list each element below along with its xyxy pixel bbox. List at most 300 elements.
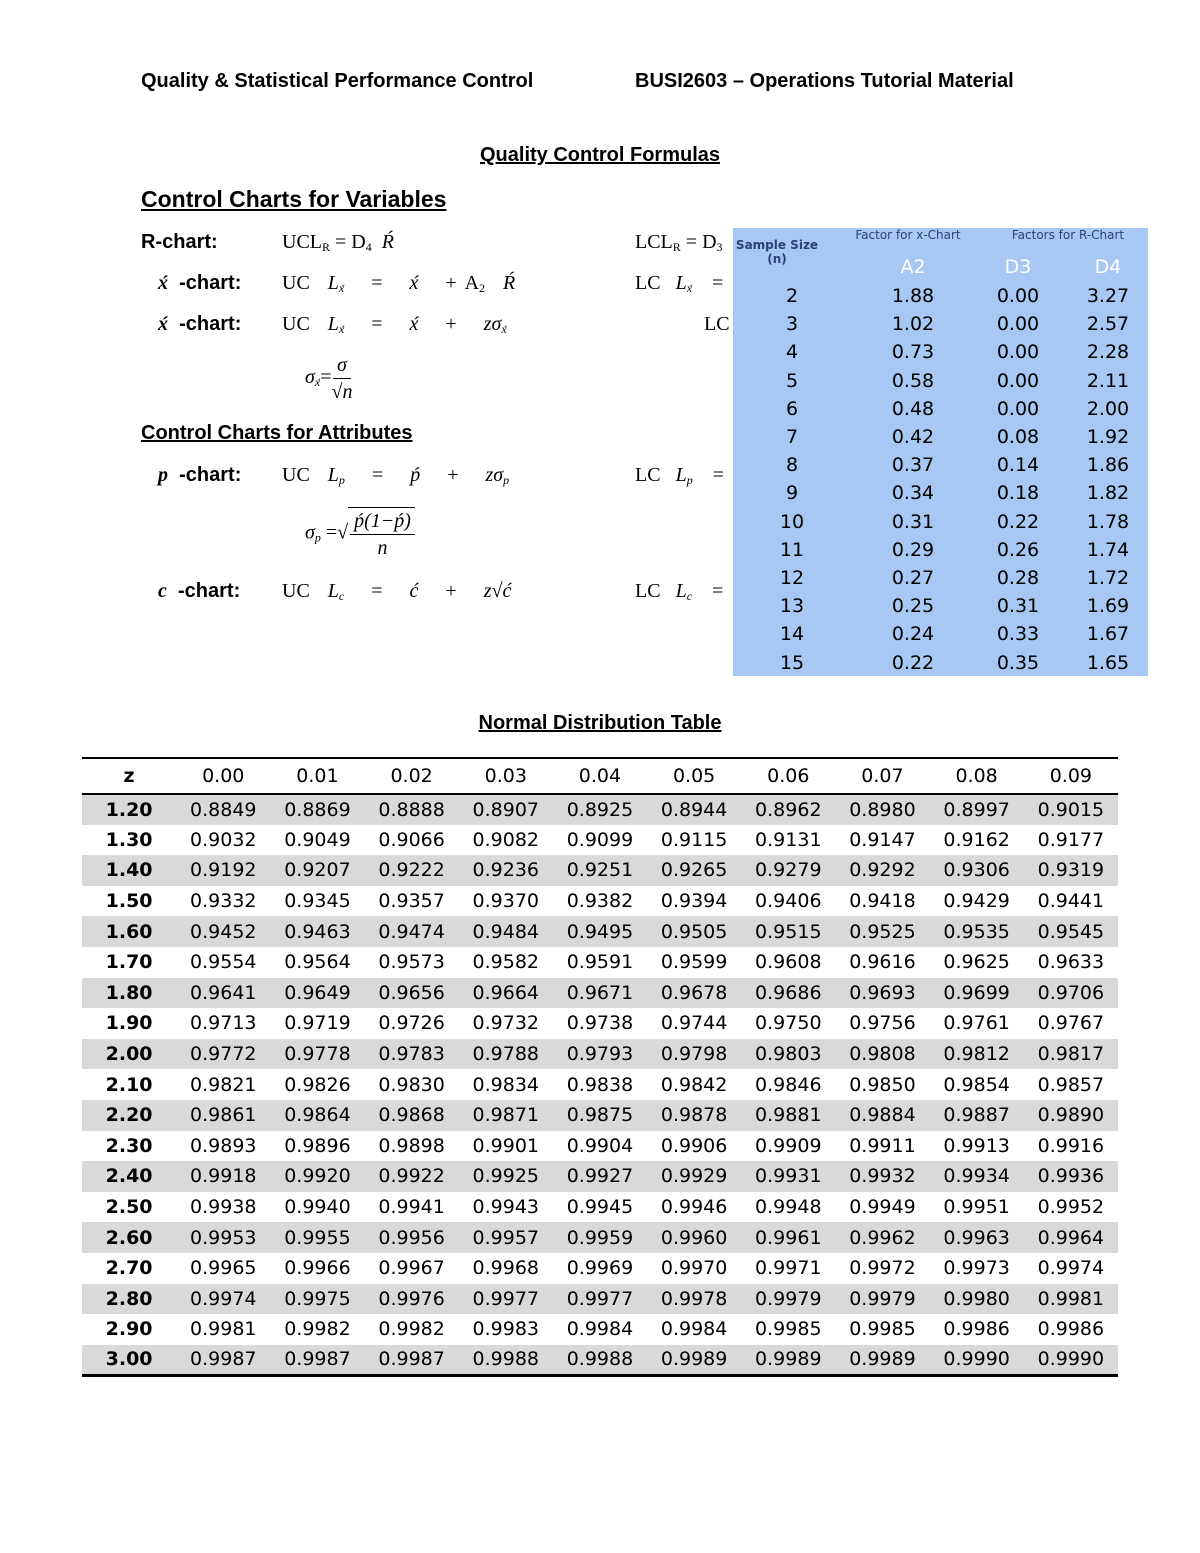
probability-cell: 0.9306 xyxy=(943,859,1010,882)
probability-cell: 0.9678 xyxy=(660,981,728,1004)
probability-cell: 0.9525 xyxy=(849,920,916,943)
probability-cell: 0.9656 xyxy=(378,981,445,1004)
factor-value-cell: 0.42 xyxy=(891,426,935,448)
factor-value-cell: 1.02 xyxy=(891,313,935,336)
factor-value-cell: 0.24 xyxy=(891,623,935,646)
probability-cell: 0.9192 xyxy=(190,859,257,882)
probability-cell: 0.9772 xyxy=(190,1043,257,1066)
factor-value-cell: 0.00 xyxy=(996,369,1040,392)
probability-cell: 0.9535 xyxy=(943,920,1010,943)
factor-value-cell: 0.00 xyxy=(996,285,1040,307)
probability-cell: 0.9693 xyxy=(849,981,916,1004)
table-row xyxy=(82,1222,1118,1253)
header-right: BUSI2603 – Operations Tutorial Material xyxy=(635,70,1014,92)
probability-cell: 0.9978 xyxy=(660,1287,728,1310)
probability-cell: 0.9898 xyxy=(378,1134,445,1157)
probability-cell: 0.9082 xyxy=(472,828,540,851)
probability-cell: 0.9955 xyxy=(284,1226,351,1249)
probability-cell: 0.9979 xyxy=(755,1287,822,1310)
probability-cell: 0.9573 xyxy=(378,951,445,974)
probability-cell: 0.9964 xyxy=(1037,1226,1105,1249)
probability-cell: 0.9756 xyxy=(849,1012,916,1035)
probability-cell: 0.9878 xyxy=(660,1104,728,1127)
r-chart-factor-header: Factors for R-Chart xyxy=(1011,228,1125,242)
probability-cell: 0.9817 xyxy=(1037,1043,1105,1066)
z-value-cell: 1.60 xyxy=(105,920,153,943)
factor-sample-size-cell: 12 xyxy=(779,567,805,589)
table-row xyxy=(82,916,1118,947)
x-ucl-formula-1: UC $L_{x́}$ = x́ + $A_2$ Ŕ xyxy=(282,272,516,295)
probability-cell: 0.9726 xyxy=(378,1012,445,1035)
probability-cell: 0.9236 xyxy=(472,859,540,882)
probability-cell: 0.9345 xyxy=(284,890,351,913)
table-row xyxy=(82,794,1118,825)
factor-value-cell: 3.27 xyxy=(1086,285,1130,307)
normal-table-header-row xyxy=(82,758,1118,794)
probability-cell: 0.9960 xyxy=(660,1226,728,1249)
factor-sample-size-cell: 10 xyxy=(779,510,805,533)
probability-cell: 0.9812 xyxy=(943,1043,1010,1066)
factor-value-cell: 1.74 xyxy=(1086,538,1130,561)
probability-cell: 0.9959 xyxy=(566,1226,634,1249)
probability-cell: 0.9505 xyxy=(660,920,728,943)
probability-cell: 0.9162 xyxy=(943,828,1010,851)
probability-cell: 0.9649 xyxy=(284,981,351,1004)
probability-cell: 0.9953 xyxy=(190,1226,257,1249)
factor-value-cell: 0.31 xyxy=(996,595,1040,618)
table-row xyxy=(82,886,1118,917)
probability-cell: 0.9066 xyxy=(378,828,445,851)
table-row xyxy=(82,1284,1118,1315)
probability-cell: 0.9418 xyxy=(849,890,916,913)
factor-value-cell: 0.73 xyxy=(891,341,935,364)
probability-cell: 0.9893 xyxy=(190,1134,257,1157)
factor-sample-size-cell: 5 xyxy=(785,369,799,392)
z-value-cell: 2.40 xyxy=(105,1165,153,1188)
factor-value-cell: 0.26 xyxy=(996,538,1040,561)
r-lcl-formula: $LCL_R = D_3$ xyxy=(635,231,723,254)
probability-cell: 0.8997 xyxy=(943,798,1010,821)
probability-cell: 0.9821 xyxy=(190,1073,257,1096)
z-value-cell: 1.70 xyxy=(105,951,153,974)
d4-column-header: D4 xyxy=(1094,256,1122,278)
z-value-cell: 1.90 xyxy=(105,1012,153,1035)
probability-cell: 0.9582 xyxy=(472,951,540,974)
probability-cell: 0.9783 xyxy=(378,1043,445,1066)
factor-value-cell: 2.00 xyxy=(1086,397,1130,420)
probability-cell: 0.9961 xyxy=(755,1226,822,1249)
probability-cell: 0.9616 xyxy=(849,951,916,974)
probability-cell: 0.9641 xyxy=(190,981,257,1004)
z-value-cell: 1.80 xyxy=(105,981,153,1004)
factor-value-cell: 0.18 xyxy=(996,482,1040,505)
normal-table-title: Normal Distribution Table xyxy=(478,712,722,734)
x-chart-label-1: x́ -chart: xyxy=(158,272,242,294)
attributes-section-title: Control Charts for Attributes xyxy=(141,422,413,444)
probability-cell: 0.9901 xyxy=(472,1134,540,1157)
probability-cell: 0.9989 xyxy=(755,1348,822,1371)
p-chart-label: p -chart: xyxy=(158,464,242,486)
probability-cell: 0.9986 xyxy=(1037,1318,1105,1341)
factor-value-cell: 0.34 xyxy=(891,482,935,505)
probability-cell: 0.9664 xyxy=(472,981,540,1004)
table-row xyxy=(82,1008,1118,1039)
probability-cell: 0.8869 xyxy=(284,798,351,821)
probability-cell: 0.8962 xyxy=(755,798,822,821)
control-chart-factor-table xyxy=(733,228,1148,676)
probability-cell: 0.9981 xyxy=(190,1318,257,1341)
probability-cell: 0.9971 xyxy=(755,1257,822,1280)
probability-cell: 0.9972 xyxy=(849,1257,916,1280)
probability-cell: 0.9974 xyxy=(190,1287,257,1310)
probability-cell: 0.9625 xyxy=(943,951,1010,974)
probability-cell: 0.9941 xyxy=(378,1196,445,1219)
c-lcl-formula: LC $L_c$ = xyxy=(635,580,724,603)
probability-cell: 0.9719 xyxy=(284,1012,351,1035)
probability-cell: 0.9750 xyxy=(755,1012,822,1035)
normal-table-body xyxy=(82,794,1118,1375)
probability-cell: 0.9989 xyxy=(660,1348,728,1371)
probability-cell: 0.9931 xyxy=(755,1165,822,1188)
probability-cell: 0.9957 xyxy=(472,1226,540,1249)
probability-cell: 0.9985 xyxy=(849,1318,916,1341)
probability-cell: 0.9881 xyxy=(755,1104,822,1127)
probability-cell: 0.9591 xyxy=(566,951,634,974)
factor-value-cell: 0.35 xyxy=(996,651,1040,674)
normal-distribution-table xyxy=(82,757,1118,1377)
probability-cell: 0.9554 xyxy=(190,951,257,974)
probability-cell: 0.9292 xyxy=(849,859,916,882)
probability-cell: 0.9985 xyxy=(755,1318,822,1341)
probability-cell: 0.9864 xyxy=(284,1104,351,1127)
table-row xyxy=(82,1069,1118,1100)
z-value-cell: 3.00 xyxy=(105,1348,153,1371)
probability-cell: 0.9826 xyxy=(284,1073,351,1096)
decimal-column-header: 0.02 xyxy=(390,765,433,787)
probability-cell: 0.9975 xyxy=(284,1287,351,1310)
probability-cell: 0.9545 xyxy=(1037,920,1105,943)
probability-cell: 0.9357 xyxy=(378,890,445,913)
probability-cell: 0.9896 xyxy=(284,1134,351,1157)
probability-cell: 0.9319 xyxy=(1037,859,1105,882)
probability-cell: 0.9963 xyxy=(943,1226,1010,1249)
decimal-column-header: 0.05 xyxy=(672,765,716,787)
probability-cell: 0.9990 xyxy=(1037,1348,1105,1371)
z-value-cell: 2.60 xyxy=(105,1226,153,1249)
factor-value-cell: 0.00 xyxy=(996,341,1040,364)
probability-cell: 0.9943 xyxy=(472,1196,540,1219)
probability-cell: 0.9032 xyxy=(190,828,257,851)
probability-cell: 0.9977 xyxy=(472,1287,540,1310)
probability-cell: 0.9251 xyxy=(566,859,634,882)
a2-column-header: A2 xyxy=(900,256,926,278)
factor-value-cell: 0.29 xyxy=(891,538,935,561)
probability-cell: 0.9798 xyxy=(660,1043,728,1066)
probability-cell: 0.9394 xyxy=(660,890,728,913)
probability-cell: 0.9990 xyxy=(943,1348,1010,1371)
factor-value-cell: 1.72 xyxy=(1086,567,1130,589)
probability-cell: 0.9099 xyxy=(566,828,634,851)
probability-cell: 0.9744 xyxy=(660,1012,728,1035)
probability-cell: 0.9608 xyxy=(755,951,822,974)
probability-cell: 0.8925 xyxy=(566,798,634,821)
probability-cell: 0.9495 xyxy=(566,920,634,943)
probability-cell: 0.9699 xyxy=(943,981,1010,1004)
probability-cell: 0.9370 xyxy=(472,890,540,913)
probability-cell: 0.8907 xyxy=(472,798,540,821)
x-chart-factor-header: Factor for x-Chart xyxy=(855,228,961,242)
probability-cell: 0.9463 xyxy=(284,920,351,943)
factor-sample-size-cell: 4 xyxy=(785,341,799,364)
table-row xyxy=(82,825,1118,856)
probability-cell: 0.9713 xyxy=(190,1012,257,1035)
factor-sample-size-cell: 13 xyxy=(779,595,805,618)
probability-cell: 0.9984 xyxy=(660,1318,728,1341)
probability-cell: 0.9049 xyxy=(284,828,351,851)
variables-section-title: Control Charts for Variables xyxy=(141,186,447,212)
probability-cell: 0.9911 xyxy=(849,1134,916,1157)
header-left: Quality & Statistical Performance Control xyxy=(141,70,534,92)
probability-cell: 0.9875 xyxy=(566,1104,634,1127)
probability-cell: 0.9966 xyxy=(284,1257,351,1280)
probability-cell: 0.8944 xyxy=(660,798,728,821)
probability-cell: 0.9906 xyxy=(660,1134,728,1157)
probability-cell: 0.9986 xyxy=(943,1318,1010,1341)
probability-cell: 0.9920 xyxy=(284,1165,351,1188)
x-lcl-formula-1: LC $L_{x́}$ = xyxy=(635,272,724,295)
probability-cell: 0.8888 xyxy=(378,798,445,821)
probability-cell: 0.9925 xyxy=(472,1165,540,1188)
probability-cell: 0.8849 xyxy=(190,798,257,821)
table-row xyxy=(82,1100,1118,1131)
z-value-cell: 2.90 xyxy=(105,1318,153,1341)
probability-cell: 0.9949 xyxy=(849,1196,916,1219)
probability-cell: 0.9988 xyxy=(566,1348,634,1371)
probability-cell: 0.9956 xyxy=(378,1226,445,1249)
probability-cell: 0.9808 xyxy=(849,1043,916,1066)
probability-cell: 0.9965 xyxy=(190,1257,257,1280)
factor-value-cell: 0.25 xyxy=(891,595,935,618)
factor-value-cell: 0.22 xyxy=(996,510,1040,533)
z-value-cell: 1.30 xyxy=(105,828,153,851)
probability-cell: 0.9884 xyxy=(849,1104,916,1127)
factor-sample-size-cell: 2 xyxy=(785,285,799,307)
probability-cell: 0.9207 xyxy=(284,859,351,882)
probability-cell: 0.9974 xyxy=(1037,1257,1105,1280)
probability-cell: 0.9788 xyxy=(472,1043,540,1066)
z-value-cell: 2.00 xyxy=(105,1043,153,1066)
z-value-cell: 2.20 xyxy=(105,1104,153,1127)
probability-cell: 0.9922 xyxy=(378,1165,445,1188)
factor-value-cell: 1.65 xyxy=(1086,651,1130,674)
probability-cell: 0.9977 xyxy=(566,1287,634,1310)
factor-value-cell: 1.69 xyxy=(1086,595,1130,618)
probability-cell: 0.9940 xyxy=(284,1196,351,1219)
probability-cell: 0.9970 xyxy=(660,1257,728,1280)
probability-cell: 0.9976 xyxy=(378,1287,445,1310)
table-row xyxy=(82,1314,1118,1345)
p-ucl-formula: UC $L_p$ = ṕ + $z\sigma_p$ xyxy=(282,464,510,487)
probability-cell: 0.9904 xyxy=(566,1134,634,1157)
probability-cell: 0.9382 xyxy=(566,890,634,913)
probability-cell: 0.9474 xyxy=(378,920,445,943)
probability-cell: 0.9934 xyxy=(943,1165,1010,1188)
probability-cell: 0.9147 xyxy=(849,828,916,851)
factor-value-cell: 1.82 xyxy=(1086,482,1130,505)
probability-cell: 0.9890 xyxy=(1037,1104,1105,1127)
probability-cell: 0.9332 xyxy=(190,890,257,913)
table-row xyxy=(82,1161,1118,1192)
factor-sample-size-cell: 6 xyxy=(785,397,799,420)
probability-cell: 0.9982 xyxy=(284,1318,351,1341)
probability-cell: 0.9564 xyxy=(284,951,351,974)
probability-cell: 0.9983 xyxy=(472,1318,540,1341)
p-lcl-formula: LC $L_p$ = xyxy=(635,464,724,487)
probability-cell: 0.9948 xyxy=(755,1196,822,1219)
probability-cell: 0.9803 xyxy=(755,1043,822,1066)
probability-cell: 0.9951 xyxy=(943,1196,1010,1219)
probability-cell: 0.9761 xyxy=(943,1012,1010,1035)
probability-cell: 0.9927 xyxy=(566,1165,634,1188)
sigma-x-formula: $\sigma_{x́}=$ $\frac{\sigma}{√n}$ xyxy=(305,354,353,403)
decimal-column-header: 0.01 xyxy=(296,765,339,787)
probability-cell: 0.9989 xyxy=(849,1348,916,1371)
decimal-column-header: 0.00 xyxy=(202,765,245,787)
probability-cell: 0.9854 xyxy=(943,1073,1010,1096)
probability-cell: 0.9671 xyxy=(566,981,634,1004)
table-row xyxy=(82,978,1118,1009)
factor-value-cell: 1.78 xyxy=(1086,510,1130,533)
probability-cell: 0.9850 xyxy=(849,1073,916,1096)
probability-cell: 0.9861 xyxy=(190,1104,257,1127)
probability-cell: 0.9913 xyxy=(943,1134,1010,1157)
z-value-cell: 1.20 xyxy=(105,798,153,821)
factor-value-cell: 1.86 xyxy=(1086,454,1130,477)
factor-value-cell: 0.48 xyxy=(891,397,935,420)
decimal-column-header: 0.06 xyxy=(767,765,810,787)
factor-sample-size-cell: 15 xyxy=(779,651,805,674)
z-value-cell: 2.80 xyxy=(105,1287,153,1310)
d3-column-header: D3 xyxy=(1004,256,1032,278)
probability-cell: 0.9015 xyxy=(1037,798,1105,821)
probability-cell: 0.9767 xyxy=(1037,1012,1105,1035)
page-title: Quality Control Formulas xyxy=(479,144,721,166)
probability-cell: 0.9988 xyxy=(472,1348,540,1371)
factor-value-cell: 0.31 xyxy=(891,510,935,533)
probability-cell: 0.9706 xyxy=(1037,981,1105,1004)
probability-cell: 0.9115 xyxy=(660,828,728,851)
probability-cell: 0.9936 xyxy=(1037,1165,1105,1188)
z-value-cell: 1.50 xyxy=(105,890,153,913)
z-value-cell: 2.10 xyxy=(105,1073,153,1096)
probability-cell: 0.9515 xyxy=(755,920,822,943)
probability-cell: 0.9830 xyxy=(378,1073,445,1096)
probability-cell: 0.9131 xyxy=(755,828,822,851)
factor-sample-size-cell: 14 xyxy=(779,623,805,646)
probability-cell: 0.9973 xyxy=(943,1257,1010,1280)
table-row xyxy=(82,1253,1118,1284)
probability-cell: 0.9406 xyxy=(755,890,822,913)
factor-value-cell: 1.67 xyxy=(1086,623,1130,646)
factor-value-cell: 1.92 xyxy=(1086,426,1130,448)
probability-cell: 0.9981 xyxy=(1037,1287,1105,1310)
probability-cell: 0.9484 xyxy=(472,920,540,943)
table-row xyxy=(82,1131,1118,1162)
probability-cell: 0.9452 xyxy=(190,920,257,943)
probability-cell: 0.8980 xyxy=(849,798,916,821)
probability-cell: 0.9982 xyxy=(378,1318,445,1341)
probability-cell: 0.9969 xyxy=(566,1257,634,1280)
decimal-column-header: 0.04 xyxy=(578,765,622,787)
probability-cell: 0.9929 xyxy=(660,1165,728,1188)
probability-cell: 0.9778 xyxy=(284,1043,351,1066)
factor-sample-size-cell: 3 xyxy=(785,313,799,336)
z-column-header: z xyxy=(123,765,135,787)
probability-cell: 0.9633 xyxy=(1037,951,1105,974)
probability-cell: 0.9429 xyxy=(943,890,1010,913)
probability-cell: 0.9857 xyxy=(1037,1073,1105,1096)
sample-size-header: Sample Size (n) xyxy=(735,238,819,266)
x-lcl-formula-2: LC xyxy=(704,313,730,335)
probability-cell: 0.9842 xyxy=(660,1073,728,1096)
r-chart-label: R-chart: xyxy=(141,231,218,253)
x-chart-label-2: x́ -chart: xyxy=(158,313,242,335)
probability-cell: 0.9968 xyxy=(472,1257,540,1280)
probability-cell: 0.9984 xyxy=(566,1318,634,1341)
r-ucl-formula: $UCL_R = D_4$ Ŕ xyxy=(282,231,394,254)
probability-cell: 0.9834 xyxy=(472,1073,540,1096)
factor-value-cell: 0.00 xyxy=(996,397,1040,420)
c-chart-label: c -chart: xyxy=(158,580,241,602)
probability-cell: 0.9967 xyxy=(378,1257,445,1280)
factor-value-cell: 0.14 xyxy=(996,454,1040,477)
probability-cell: 0.9980 xyxy=(943,1287,1010,1310)
probability-cell: 0.9952 xyxy=(1037,1196,1105,1219)
probability-cell: 0.9222 xyxy=(378,859,445,882)
factor-sample-size-cell: 7 xyxy=(785,426,799,448)
probability-cell: 0.9909 xyxy=(755,1134,822,1157)
factor-value-cell: 2.11 xyxy=(1086,369,1130,392)
factor-value-cell: 0.27 xyxy=(891,567,935,589)
probability-cell: 0.9979 xyxy=(849,1287,916,1310)
probability-cell: 0.9987 xyxy=(284,1348,351,1371)
factor-value-cell: 1.88 xyxy=(891,285,935,307)
probability-cell: 0.9987 xyxy=(190,1348,257,1371)
probability-cell: 0.9918 xyxy=(190,1165,257,1188)
probability-cell: 0.9177 xyxy=(1037,828,1105,851)
factor-value-cell: 0.00 xyxy=(996,313,1040,336)
c-ucl-formula: UC $L_c$ = ć + z√ć xyxy=(282,580,512,603)
probability-cell: 0.9441 xyxy=(1037,890,1105,913)
factor-sample-size-cell: 11 xyxy=(779,538,805,561)
sigma-p-formula: $\sigma_p$ =√ $\frac{\text{ṕ(1−ṕ)}}{n}$ xyxy=(305,507,415,561)
probability-cell: 0.9868 xyxy=(378,1104,445,1127)
decimal-column-header: 0.03 xyxy=(484,765,527,787)
decimal-column-header: 0.07 xyxy=(861,765,904,787)
probability-cell: 0.9871 xyxy=(472,1104,540,1127)
probability-cell: 0.9738 xyxy=(566,1012,634,1035)
decimal-column-header: 0.09 xyxy=(1049,765,1093,787)
probability-cell: 0.9599 xyxy=(660,951,728,974)
probability-cell: 0.9962 xyxy=(849,1226,916,1249)
table-row xyxy=(82,1345,1118,1376)
probability-cell: 0.9279 xyxy=(755,859,822,882)
z-value-cell: 1.40 xyxy=(105,859,153,882)
probability-cell: 0.9686 xyxy=(755,981,822,1004)
factor-value-cell: 0.33 xyxy=(996,623,1040,646)
factor-value-cell: 0.58 xyxy=(891,369,935,392)
decimal-column-header: 0.08 xyxy=(955,765,998,787)
